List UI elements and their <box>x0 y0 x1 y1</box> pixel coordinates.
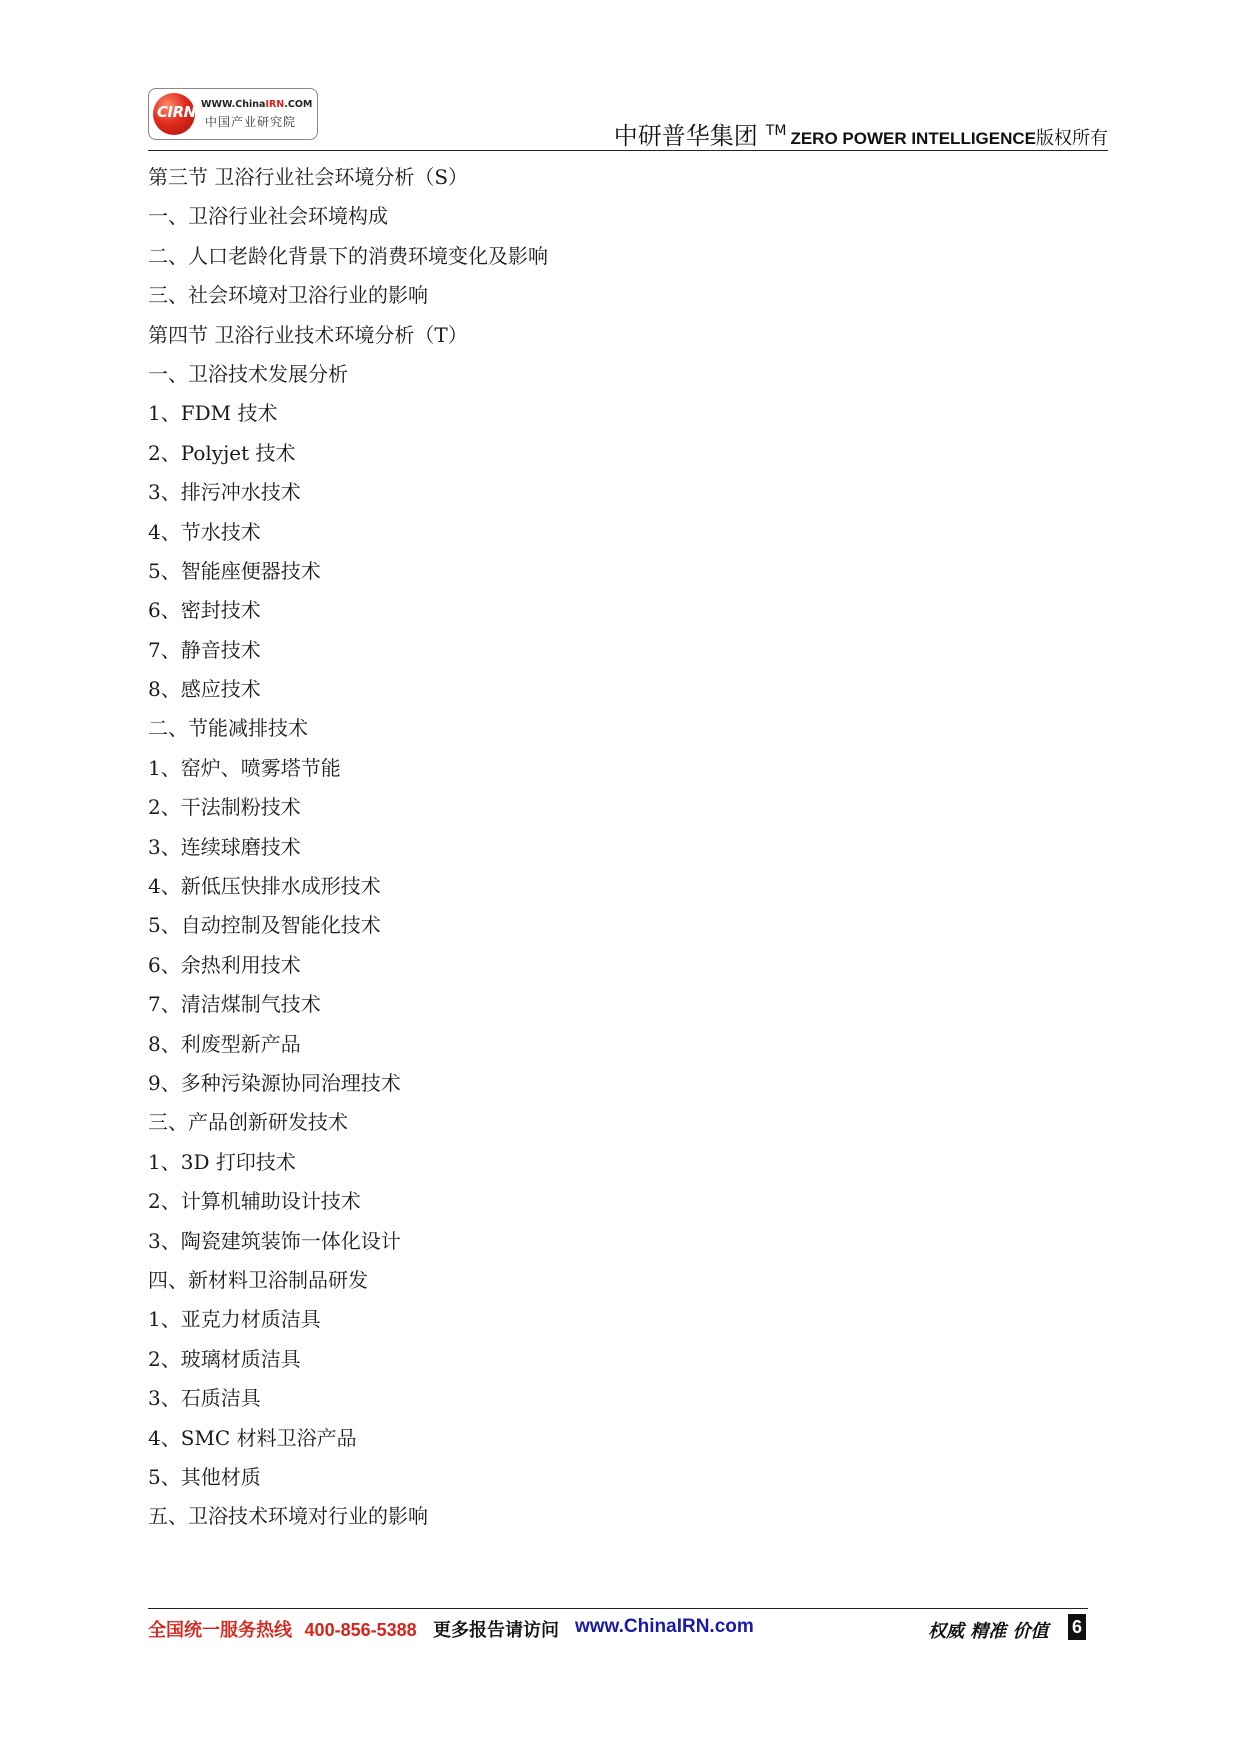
toc-entry: 2、玻璃材质洁具 <box>148 1346 301 1371</box>
brand-line <box>614 116 1108 151</box>
toc-entry: 四、新材料卫浴制品研发 <box>148 1267 368 1292</box>
more-reports-label: 更多报告请访问 <box>433 1620 559 1641</box>
toc-entry: 第三节 卫浴行业社会环境分析（S） <box>148 165 469 189</box>
logo-badge: CIRN <box>157 103 196 121</box>
toc-entry: 8、感应技术 <box>148 677 261 702</box>
toc-entry: 7、静音技术 <box>148 637 261 662</box>
toc-entry: 3、连续球磨技术 <box>148 834 301 859</box>
toc-entry: 三、社会环境对卫浴行业的影响 <box>148 283 428 308</box>
hotline-label: 全国统一服务热线 <box>148 1620 292 1641</box>
toc-entry: 三、产品创新研发技术 <box>148 1110 348 1135</box>
toc-entry: 6、余热利用技术 <box>148 952 301 977</box>
table-of-contents <box>148 158 548 1537</box>
toc-entry: 1、3D 打印技术 <box>148 1149 296 1174</box>
toc-entry: 2、Polyjet 技术 <box>148 440 296 465</box>
toc-entry: 3、石质洁具 <box>148 1386 261 1411</box>
toc-entry: 一、卫浴技术发展分析 <box>148 361 348 386</box>
brand-en: ZERO POWER INTELLIGENCE <box>790 129 1036 148</box>
toc-entry: 5、自动控制及智能化技术 <box>148 913 381 938</box>
logo-cn-name: 中国产业研究院 <box>205 115 297 129</box>
hotline <box>148 1616 417 1642</box>
toc-entry: 二、人口老龄化背景下的消费环境变化及影响 <box>148 243 548 268</box>
toc-entry: 1、FDM 技术 <box>148 401 278 426</box>
toc-entry: 5、智能座便器技术 <box>148 558 321 583</box>
page-number: 6 <box>1068 1614 1086 1640</box>
toc-entry: 一、卫浴行业社会环境构成 <box>148 204 388 229</box>
page-header <box>148 86 1108 150</box>
toc-entry: 6、密封技术 <box>148 598 261 623</box>
brand-tm: TM <box>765 123 787 139</box>
toc-entry: 8、利废型新产品 <box>148 1031 301 1056</box>
toc-entry: 1、亚克力材质洁具 <box>148 1307 321 1332</box>
toc-entry: 2、干法制粉技术 <box>148 795 301 820</box>
toc-entry: 7、清洁煤制气技术 <box>148 992 321 1017</box>
toc-entry: 5、其他材质 <box>148 1464 261 1489</box>
header-divider <box>148 150 1108 151</box>
toc-entry: 9、多种污染源协同治理技术 <box>148 1070 401 1095</box>
toc-entry: 1、窑炉、喷雾塔节能 <box>148 755 341 780</box>
toc-entry: 3、排污冲水技术 <box>148 480 301 505</box>
website-link[interactable]: www.ChinaIRN.com <box>575 1616 754 1637</box>
toc-entry: 2、计算机辅助设计技术 <box>148 1189 361 1214</box>
toc-entry: 五、卫浴技术环境对行业的影响 <box>148 1504 428 1529</box>
hotline-phone: 400-856-5388 <box>304 1620 417 1640</box>
toc-entry: 4、节水技术 <box>148 519 261 544</box>
toc-entry: 第四节 卫浴行业技术环境分析（T） <box>148 322 468 347</box>
cirn-logo <box>148 88 318 140</box>
brand-rights: 版权所有 <box>1036 128 1108 149</box>
toc-entry: 4、SMC 材料卫浴产品 <box>148 1425 357 1450</box>
page-footer <box>148 1612 1088 1646</box>
toc-entry: 3、陶瓷建筑装饰一体化设计 <box>148 1228 401 1253</box>
footer-divider <box>148 1608 1088 1609</box>
brand-cn: 中研普华集团 <box>613 122 758 150</box>
motto: 权威 精准 价值 <box>928 1621 1049 1642</box>
toc-entry: 4、新低压快排水成形技术 <box>148 874 381 899</box>
toc-entry: 二、节能减排技术 <box>148 716 308 741</box>
logo-url: WWW.ChinaIRN.COM <box>201 99 313 110</box>
